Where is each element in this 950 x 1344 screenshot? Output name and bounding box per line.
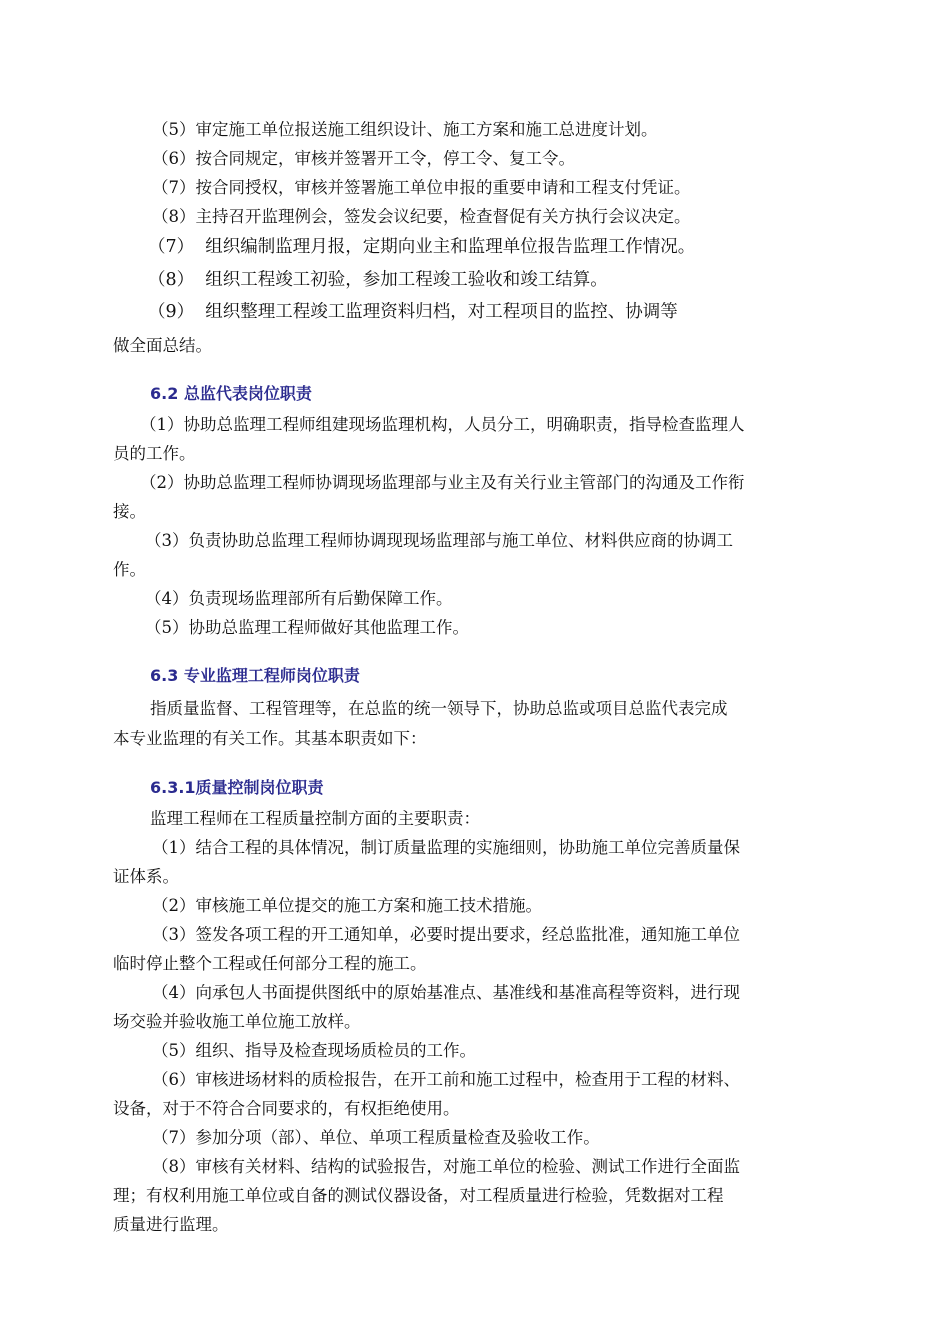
paragraph-line: 员的工作。 [113, 444, 196, 463]
paragraph-line: （6）审核进场材料的质检报告，在开工前和施工过程中，检查用于工程的材料、 [152, 1070, 740, 1089]
paragraph-line: （5）协助总监理工程师做好其他监理工作。 [145, 618, 469, 637]
paragraph-line: （3）负责协助总监理工程师协调现现场监理部与施工单位、材料供应商的协调工 [145, 531, 733, 550]
paragraph-line: （3）签发各项工程的开工通知单，必要时提出要求，经总监批准，通知施工单位 [152, 925, 740, 944]
list-item: （7） 组织编制监理月报，定期向业主和监理单位报告监理工作情况。 [148, 237, 696, 257]
paragraph-line: 监理工程师在工程质量控制方面的主要职责： [150, 809, 480, 828]
paragraph-line: （7）参加分项（部）、单位、单项工程质量检查及验收工作。 [152, 1128, 600, 1147]
list-item: （6）按合同规定，审核并签署开工令，停工令、复工令。 [152, 149, 575, 168]
paragraph-line: 设备，对于不符合合同要求的，有权拒绝使用。 [113, 1099, 460, 1118]
section-heading-6-2: 6.2 总监代表岗位职责 [150, 384, 312, 403]
paragraph-line: （8）审核有关材料、结构的试验报告，对施工单位的检验、测试工作进行全面监 [152, 1157, 740, 1176]
paragraph-line: （1）结合工程的具体情况，制订质量监理的实施细则，协助施工单位完善质量保 [152, 838, 740, 857]
paragraph-line: （5）组织、指导及检查现场质检员的工作。 [152, 1041, 476, 1060]
list-item: （7）按合同授权，审核并签署施工单位申报的重要申请和工程支付凭证。 [152, 178, 691, 197]
paragraph-line: （4）向承包人书面提供图纸中的原始基准点、基准线和基准高程等资料，进行现 [152, 983, 740, 1002]
paragraph-line: 接。 [113, 502, 146, 521]
section-heading-6-3: 6.3 专业监理工程师岗位职责 [150, 666, 360, 685]
list-item: （5）审定施工单位报送施工组织设计、施工方案和施工总进度计划。 [152, 120, 658, 139]
section-heading-6-3-1: 6.3.1质量控制岗位职责 [150, 778, 324, 797]
paragraph-line: 质量进行监理。 [113, 1215, 229, 1234]
list-item: （8）主持召开监理例会，签发会议纪要，检查督促有关方执行会议决定。 [152, 207, 691, 226]
paragraph-line: 本专业监理的有关工作。其基本职责如下： [113, 729, 427, 748]
paragraph-line: （2）审核施工单位提交的施工方案和施工技术措施。 [152, 896, 542, 915]
paragraph-line: （4）负责现场监理部所有后勤保障工作。 [145, 589, 453, 608]
paragraph-line: 作。 [113, 560, 146, 579]
list-item-continuation: 做全面总结。 [113, 336, 212, 355]
paragraph-line: 理；有权利用施工单位或自备的测试仪器设备，对工程质量进行检验，凭数据对工程 [113, 1186, 724, 1205]
list-item: （9） 组织整理工程竣工监理资料归档，对工程项目的监控、协调等 [148, 302, 678, 322]
paragraph-line: 指质量监督、工程管理等，在总监的统一领导下，协助总监或项目总监代表完成 [150, 699, 728, 718]
paragraph-line: 场交验并验收施工单位施工放样。 [113, 1012, 361, 1031]
paragraph-line: 临时停止整个工程或任何部分工程的施工。 [113, 954, 427, 973]
paragraph-line: （2）协助总监理工程师协调现场监理部与业主及有关行业主管部门的沟通及工作衔 [140, 473, 745, 492]
paragraph-line: （1）协助总监理工程师组建现场监理机构，人员分工，明确职责，指导检查监理人 [140, 415, 745, 434]
list-item: （8） 组织工程竣工初验，参加工程竣工验收和竣工结算。 [148, 270, 608, 290]
paragraph-line: 证体系。 [113, 867, 179, 886]
